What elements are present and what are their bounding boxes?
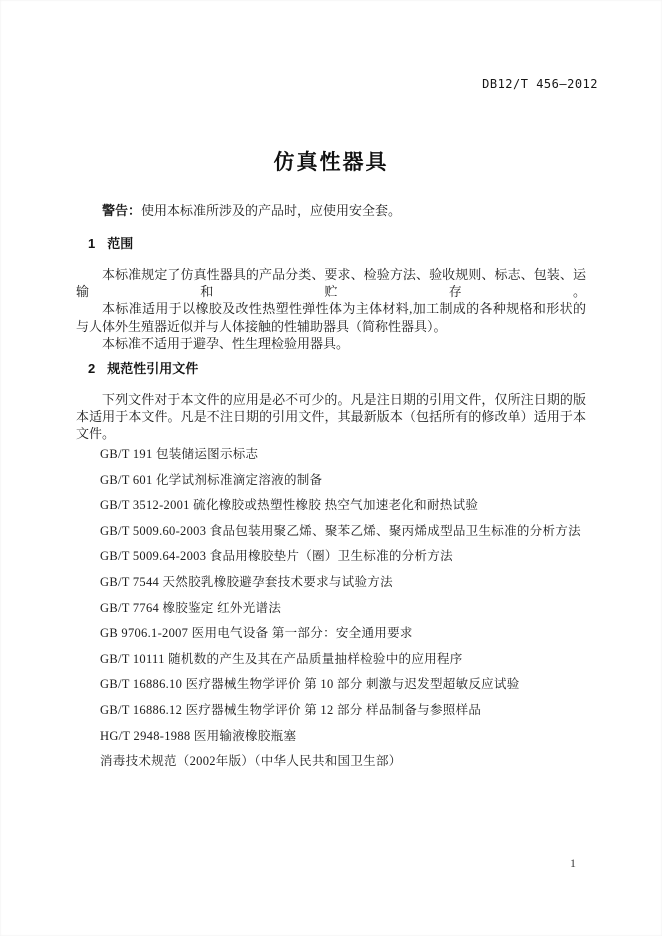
reference-item: GB/T 16886.12 医疗器械生物学评价 第 12 部分 样品制备与参照样品 (100, 702, 482, 717)
reference-item: GB/T 16886.10 医疗器械生物学评价 第 10 部分 刺激与迟发型超敏反应试验 (100, 677, 520, 692)
section-2-number: 2 (88, 361, 96, 376)
scope-paragraph-3: 本标准不适用于避孕、性生理检验用器具。 (102, 335, 350, 351)
reference-list (100, 442, 606, 775)
reference-item: 消毒技术规范（2002年版）（中华人民共和国卫生部） (100, 754, 402, 769)
reference-item: GB/T 191 包装储运图示标志 (100, 447, 259, 461)
reference-item: GB/T 5009.60-2003 食品包装用聚乙烯、聚苯乙烯、聚丙烯成型品卫生标准的分析方法 (100, 523, 581, 538)
section-2-body (76, 391, 586, 443)
document-title: 仿真性器具 (273, 151, 389, 174)
references-intro-paragraph: 下列文件对于本文件的应用是必不可少的。凡是注日期的引用文件，仅所注日期的版本适用于本文件。凡是不注日期的引用文件，其最新版本（包括所有的修改单）适用于本文件。 (76, 392, 586, 442)
section-1-title: 范围 (107, 236, 134, 251)
warning-line (102, 200, 401, 219)
reference-item: HG/T 2948-1988 医用输液橡胶瓶塞 (100, 728, 297, 743)
reference-item: GB/T 10111 随机数的产生及其在产品质量抽样检验中的应用程序 (100, 651, 463, 666)
reference-item: GB/T 3512-2001 硫化橡胶或热塑性橡胶 热空气加速老化和耐热试验 (100, 498, 479, 513)
reference-item: GB/T 7544 天然胶乳橡胶避孕套技术要求与试验方法 (100, 574, 393, 589)
scope-paragraph-2: 本标准适用于以橡胶及改性热塑性弹性体为主体材料,加工制成的各种规格和形状的与人体外生殖器近似并与人体接触的性辅助器具（简称性器具）。 (76, 301, 586, 334)
section-1-heading (88, 233, 133, 252)
reference-item: GB/T 7764 橡胶鉴定 红外光谱法 (100, 600, 282, 615)
standard-code: DB12/T 456—2012 (482, 77, 598, 91)
warning-label: 警告： (102, 203, 142, 218)
page-number: 1 (570, 856, 576, 870)
section-2-heading (88, 358, 198, 377)
warning-text: 使用本标准所涉及的产品时，应使用安全套。 (141, 203, 402, 218)
reference-item: GB/T 601 化学试剂标准滴定溶液的制备 (100, 472, 323, 487)
scope-paragraph-1: 本标准规定了仿真性器具的产品分类、要求、检验方法、验收规则、标志、包装、运输和贮存。 (76, 267, 586, 300)
reference-item: GB 9706.1-2007 医用电气设备 第一部分：安全通用要求 (100, 626, 413, 641)
section-2-title: 规范性引用文件 (107, 361, 199, 376)
section-1-body (76, 266, 586, 352)
section-1-number: 1 (88, 236, 96, 251)
reference-item: GB/T 5009.64-2003 食品用橡胶垫片（圈）卫生标准的分析方法 (100, 549, 453, 564)
